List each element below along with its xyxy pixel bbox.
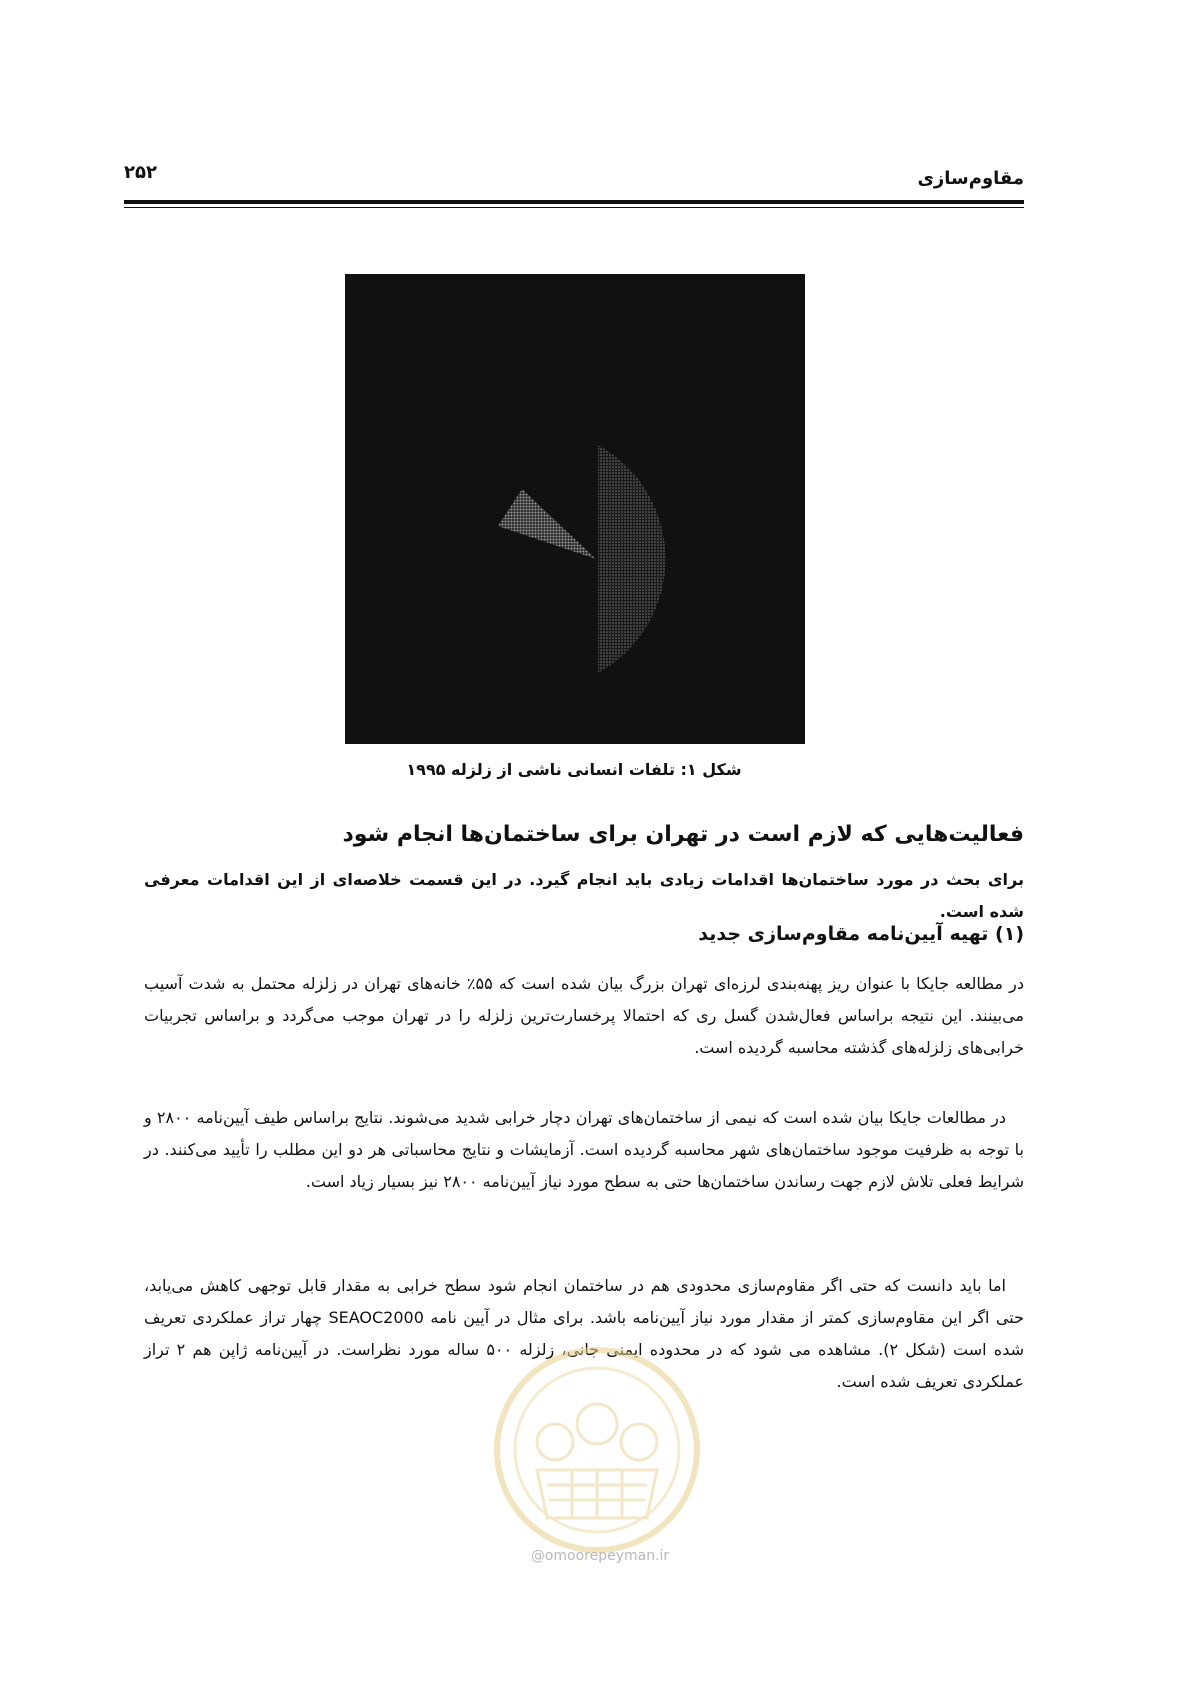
figure-image <box>345 274 805 744</box>
watermark-url: @omoorepeyman.ir <box>530 1548 670 1564</box>
paragraph-1: در مطالعه جایکا با عنوان ریز پهنه‌بندی لرزه‌ای تهران بزرگ بیان شده است که ۵۵٪ خانه‌های تهران در زلزله محتمل به شدت آسیب می‌بینند. این نتیجه براساس فعال‌شدن گسل ری که احتمالا پرخسارت‌ترین زلزله را در تهران موجب می‌گردد و براساس تجربیات خرابی‌های زلزله‌های گذشته محاسبه گردیده است. <box>144 974 1024 1057</box>
header-rule-thin <box>124 207 1024 208</box>
section-intro: برای بحث در مورد ساختمان‌ها اقدامات زیادی باید انجام گیرد. در این قسمت خلاصه‌ای از این اقدامات معرفی شده است. <box>144 870 1024 921</box>
page-header <box>124 158 1024 198</box>
paragraph-2: در مطالعات جایکا بیان شده است که نیمی از ساختمان‌های تهران دچار خرابی شدید می‌شوند. نتایج براساس طیف آیین‌نامه ۲۸۰۰ و با توجه به ظرفیت موجود ساختمان‌های شهر محاسبه گردیده است. آزمایشات و نتایج محاسباتی هر دو این مطلب را تأیید می‌کنند. در شرایط فعلی تلاش لازم جهت رساندن ساختمان‌ها حتی به سطح مورد نیاز آیین‌نامه ۲۸۰۰ نیز بسیار زیاد است. <box>144 1108 1024 1191</box>
running-title: مقاوم‌سازی <box>917 168 1024 189</box>
section-title: فعالیت‌هایی که لازم است در تهران برای ساختمان‌ها انجام شود <box>342 822 1024 847</box>
watermark-seal <box>487 1340 707 1560</box>
page-number: ۲۵۲ <box>124 162 157 183</box>
paragraph-3: اما باید دانست که حتی اگر مقاوم‌سازی محدودی هم در ساختمان انجام شود سطح خرابی به مقدار قابل توجهی کاهش می‌یابد، حتی اگر این مقاوم‌سازی کمتر از مقدار مورد نیاز آیین‌نامه باشد. برای مثال در آیین نامه SEAOC2000 چهار تراز عملکردی تعریف شده است (شکل ۲). مشاهده می شود که در محدوده ایمنی جانی، زلزله ۵۰۰ ساله مورد نظراست. در آیین‌نامه ژاپن هم ۲ تراز عملکردی تعریف شده است. <box>144 1276 1024 1391</box>
header-rule <box>124 200 1024 204</box>
figure-caption: شکل ۱: تلفات انسانی ناشی از زلزله ۱۹۹۵ <box>406 760 742 779</box>
subsection-heading: (۱) تهیه آیین‌نامه مقاوم‌سازی جدید <box>698 923 1024 945</box>
